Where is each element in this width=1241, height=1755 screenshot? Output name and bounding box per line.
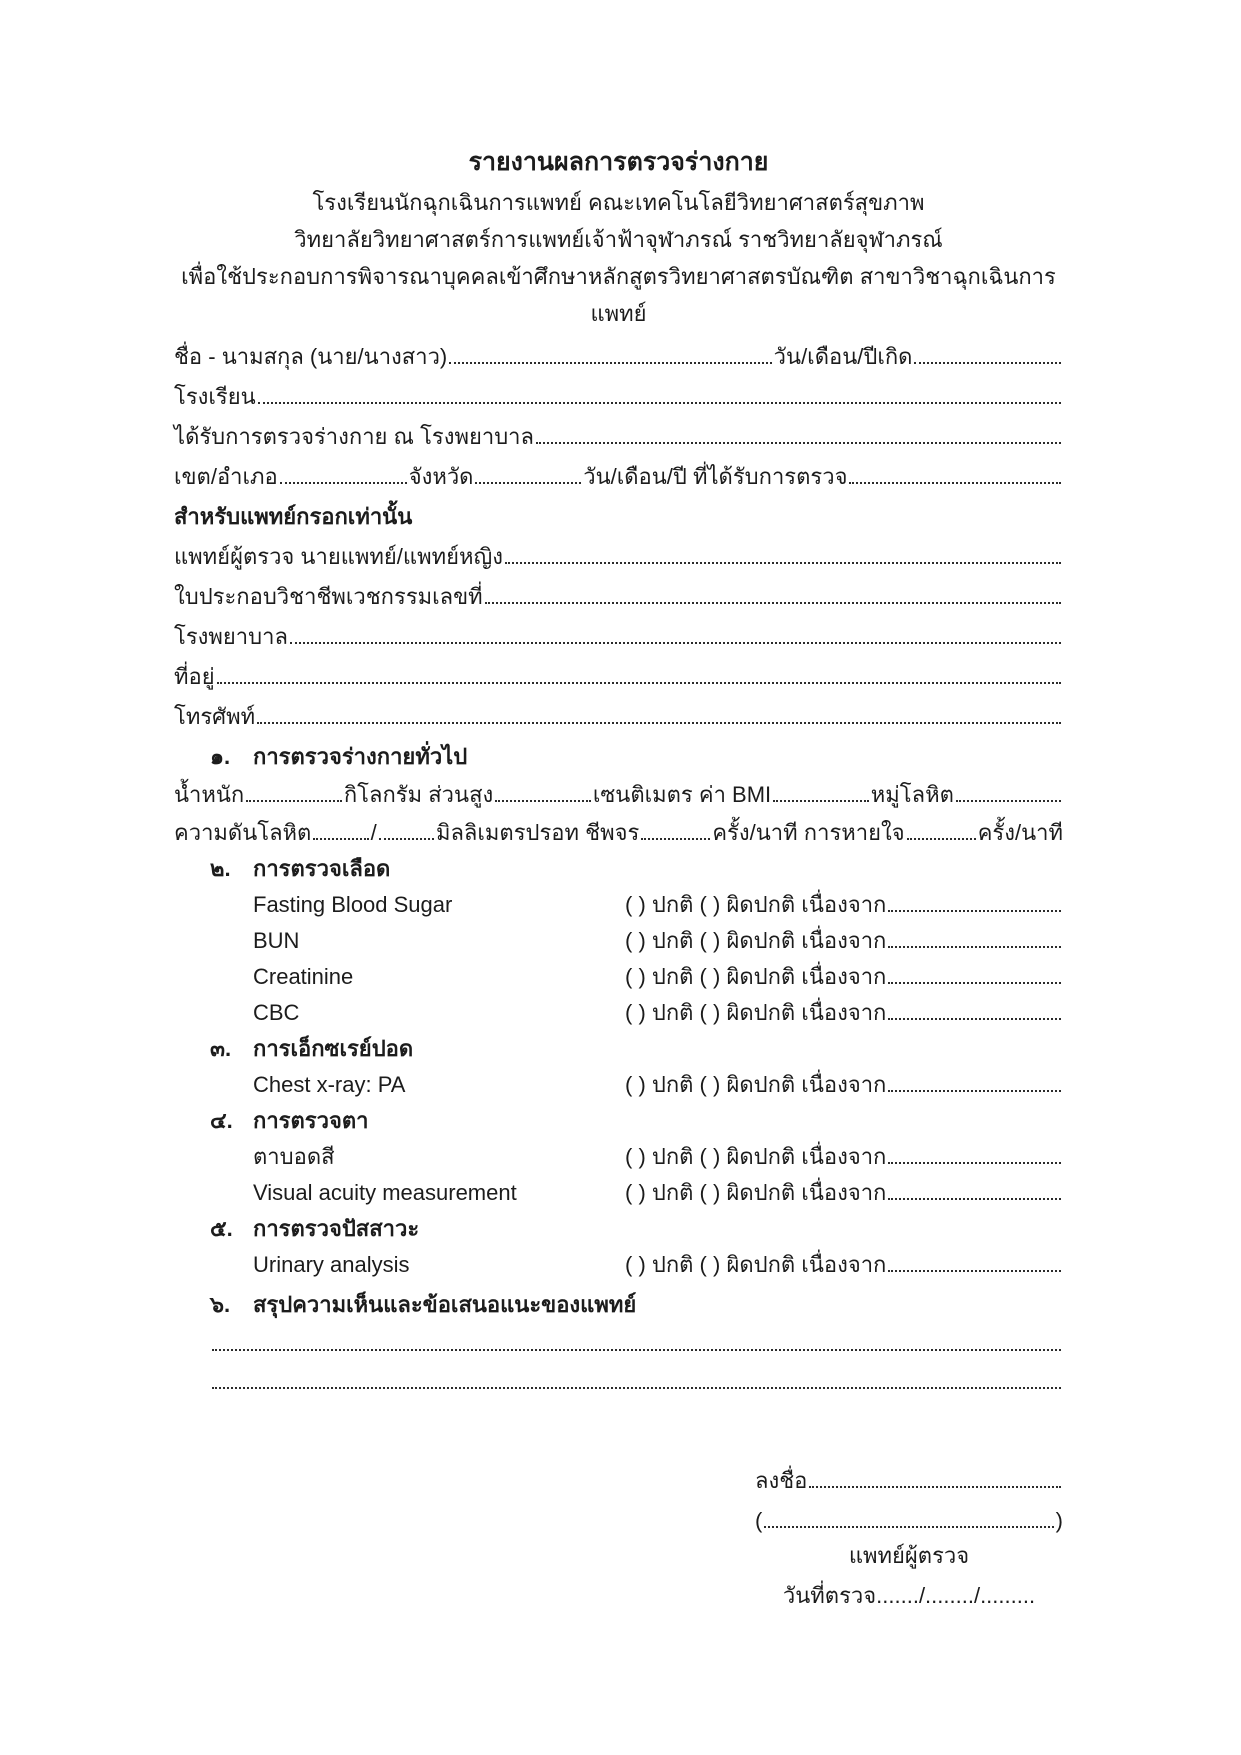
address-row: [174, 655, 1063, 695]
pulse-unit: ครั้ง/นาที: [712, 819, 798, 845]
license-blank: [485, 602, 1061, 604]
result-options-creatinine: ( ) ปกติ ( ) ผิดปกติ เนื่องจาก: [625, 963, 887, 989]
reason-blank-color-blindness: [888, 1162, 1061, 1164]
hospital-label: โรงพยาบาล: [174, 623, 288, 649]
result-options-visual-acuity: ( ) ปกติ ( ) ผิดปกติ เนื่องจาก: [625, 1179, 887, 1205]
summary-blank-2: [212, 1387, 1061, 1389]
reason-blank-cbc: [888, 1018, 1061, 1020]
section5-number: ๕.: [210, 1215, 233, 1241]
resp-label: การหายใจ: [803, 819, 905, 845]
section6-number: ๖.: [210, 1291, 231, 1317]
dob-label: วัน/เดือน/ปีเกิด: [773, 343, 913, 369]
dob-blank: [914, 362, 1061, 364]
physician-name-row: [174, 535, 1063, 575]
test-row-urinary-analysis: [174, 1247, 1063, 1283]
sig-date-label: วันที่ตรวจ: [782, 1583, 877, 1608]
test-row-cbc: [174, 995, 1063, 1031]
province-blank: [475, 482, 581, 484]
examined-at-row: [174, 415, 1063, 455]
height-unit: เซนติเมตร: [592, 781, 693, 807]
section1-title: การตรวจร่างกายทั่วไป: [253, 743, 468, 769]
vitals-row: [174, 813, 1063, 851]
bmi-blank: [773, 800, 869, 802]
test-row-visual-acuity: [174, 1175, 1063, 1211]
address-label: ที่อยู่: [174, 663, 215, 689]
result-options-chest-xray: ( ) ปกติ ( ) ผิดปกติ เนื่องจาก: [625, 1071, 887, 1097]
section2-number: ๒.: [210, 855, 231, 881]
phone-row: [174, 695, 1063, 735]
subtitle-college: วิทยาลัยวิทยาศาสตร์การแพทย์เจ้าฟ้าจุฬาภรณ์ ราชวิทยาลัยจุฬาภรณ์: [294, 227, 943, 252]
paren-open: (: [755, 1507, 763, 1533]
weight-blank: [246, 800, 342, 802]
result-options-bun: ( ) ปกติ ( ) ผิดปกติ เนื่องจาก: [625, 927, 887, 953]
bp-label: ความดันโลหิต: [174, 819, 312, 845]
subtitle-school: โรงเรียนนักฉุกเฉินการแพทย์ คณะเทคโนโลยีวิทยาศาสตร์สุขภาพ: [312, 190, 925, 215]
section6-heading-row: [174, 1283, 1063, 1323]
test-name-visual-acuity: Visual acuity measurement: [253, 1179, 517, 1205]
reason-blank-visual-acuity: [888, 1198, 1061, 1200]
test-row-color-blindness: [174, 1139, 1063, 1175]
test-name-creatinine: Creatinine: [253, 963, 354, 989]
signature-block: [755, 1459, 1063, 1619]
examined-at-label: ได้รับการตรวจร่างกาย ณ โรงพยาบาล: [174, 423, 535, 449]
exam-date-label: วัน/เดือน/ปี ที่ได้รับการตรวจ: [583, 463, 848, 489]
section3-title: การเอ็กซเรย์ปอด: [253, 1035, 414, 1061]
blood-group-blank: [956, 800, 1061, 802]
test-name-color-blindness: ตาบอดสี: [253, 1143, 335, 1169]
bp-diastolic-blank: [379, 838, 434, 840]
pulse-blank: [641, 838, 710, 840]
section2-title: การตรวจเลือด: [253, 855, 391, 881]
section5-heading-row: [174, 1211, 1063, 1247]
test-name-bun: BUN: [253, 927, 300, 953]
physician-only-heading-row: [174, 495, 1063, 535]
test-row-creatinine: [174, 959, 1063, 995]
sign-label: ลงชื่อ: [755, 1467, 808, 1493]
resp-unit: ครั้ง/นาที: [977, 819, 1063, 845]
test-row-chest-xray: [174, 1067, 1063, 1103]
result-options-color-blindness: ( ) ปกติ ( ) ผิดปกติ เนื่องจาก: [625, 1143, 887, 1169]
district-label: เขต/อำเภอ: [174, 463, 278, 489]
sig-date-blank: ......./......../.........: [876, 1583, 1036, 1608]
hospital-blank: [290, 642, 1061, 644]
reason-blank-urinary-analysis: [888, 1270, 1061, 1272]
name-label: ชื่อ - นามสกุล (นาย/นางสาว): [174, 343, 448, 369]
district-blank: [280, 482, 407, 484]
test-row-fbs: [174, 887, 1063, 923]
test-name-chest-xray: Chest x-ray: PA: [253, 1071, 406, 1097]
bp-slash: /: [370, 819, 377, 845]
name-dob-row: [174, 335, 1063, 375]
examined-at-blank: [536, 442, 1061, 444]
reason-blank-bun: [888, 946, 1061, 948]
summary-blank-1: [212, 1349, 1061, 1351]
test-name-urinary-analysis: Urinary analysis: [253, 1251, 410, 1277]
bp-systolic-blank: [313, 838, 368, 840]
sign-name-blank: [764, 1526, 1053, 1528]
pulse-label: ชีพจร: [585, 819, 640, 845]
phone-blank: [257, 722, 1061, 724]
result-options-fbs: ( ) ปกติ ( ) ผิดปกติ เนื่องจาก: [625, 891, 887, 917]
summary-blank-line-2: [210, 1361, 1063, 1399]
test-name-fbs: Fasting Blood Sugar: [253, 891, 453, 917]
sign-blank: [809, 1486, 1061, 1488]
section1-number: ๑.: [210, 743, 231, 769]
reason-blank-fbs: [888, 910, 1061, 912]
exam-date-blank: [849, 482, 1061, 484]
license-row: [174, 575, 1063, 615]
sign-name-row: [755, 1499, 1063, 1539]
test-name-cbc: CBC: [253, 999, 300, 1025]
weight-height-bmi-row: [174, 775, 1063, 813]
physician-blank: [505, 562, 1061, 564]
reason-blank-chest-xray: [888, 1090, 1061, 1092]
section3-number: ๓.: [210, 1035, 232, 1061]
physician-only-heading: สำหรับแพทย์กรอกเท่านั้น: [174, 503, 413, 529]
exam-date-line: [755, 1579, 1063, 1619]
applicant-info-block: [174, 335, 1063, 735]
height-label: ส่วนสูง: [428, 781, 494, 807]
resp-blank: [907, 838, 976, 840]
section4-heading-row: [174, 1103, 1063, 1139]
summary-blank-line-1: [210, 1323, 1063, 1361]
license-label: ใบประกอบวิชาชีพเวชกรรมเลขที่: [174, 583, 483, 609]
result-options-cbc: ( ) ปกติ ( ) ผิดปกติ เนื่องจาก: [625, 999, 887, 1025]
result-options-urinary-analysis: ( ) ปกติ ( ) ผิดปกติ เนื่องจาก: [625, 1251, 887, 1277]
section6-title: สรุปความเห็นและข้อเสนอแนะของแพทย์: [253, 1291, 637, 1317]
section4-number: ๔.: [210, 1107, 233, 1133]
phone-label: โทรศัพท์: [174, 703, 256, 729]
physician-label: แพทย์ผู้ตรวจ นายแพทย์/แพทย์หญิง: [174, 543, 503, 569]
section3-heading-row: [174, 1031, 1063, 1067]
section4-title: การตรวจตา: [253, 1107, 369, 1133]
school-blank: [258, 402, 1061, 404]
page-title: รายงานผลการตรวจร่างกาย: [468, 148, 769, 176]
bmi-label: ค่า BMI: [698, 781, 772, 807]
signer-role: แพทย์ผู้ตรวจ: [848, 1543, 970, 1568]
province-label: จังหวัด: [408, 463, 474, 489]
name-blank: [449, 362, 771, 364]
school-row: [174, 375, 1063, 415]
sign-row: [755, 1459, 1063, 1499]
school-label: โรงเรียน: [174, 383, 256, 409]
section1-heading-row: [174, 735, 1063, 775]
bp-unit: มิลลิเมตรปรอท: [435, 819, 580, 845]
weight-unit: กิโลกรัม: [343, 781, 423, 807]
district-province-row: [174, 455, 1063, 495]
hospital-row: [174, 615, 1063, 655]
paren-close: ): [1055, 1507, 1063, 1533]
subtitle-purpose: เพื่อใช้ประกอบการพิจารณาบุคคลเข้าศึกษาหลักสูตรวิทยาศาสตรบัณฑิต สาขาวิชาฉุกเฉินการแพทย์: [181, 264, 1056, 326]
reason-blank-creatinine: [888, 982, 1061, 984]
address-blank: [217, 682, 1061, 684]
height-blank: [495, 800, 591, 802]
blood-group-label: หมู่โลหิต: [870, 781, 954, 807]
weight-label: น้ำหนัก: [174, 781, 245, 807]
test-row-bun: [174, 923, 1063, 959]
section2-heading-row: [174, 851, 1063, 887]
section5-title: การตรวจปัสสาวะ: [253, 1215, 420, 1241]
